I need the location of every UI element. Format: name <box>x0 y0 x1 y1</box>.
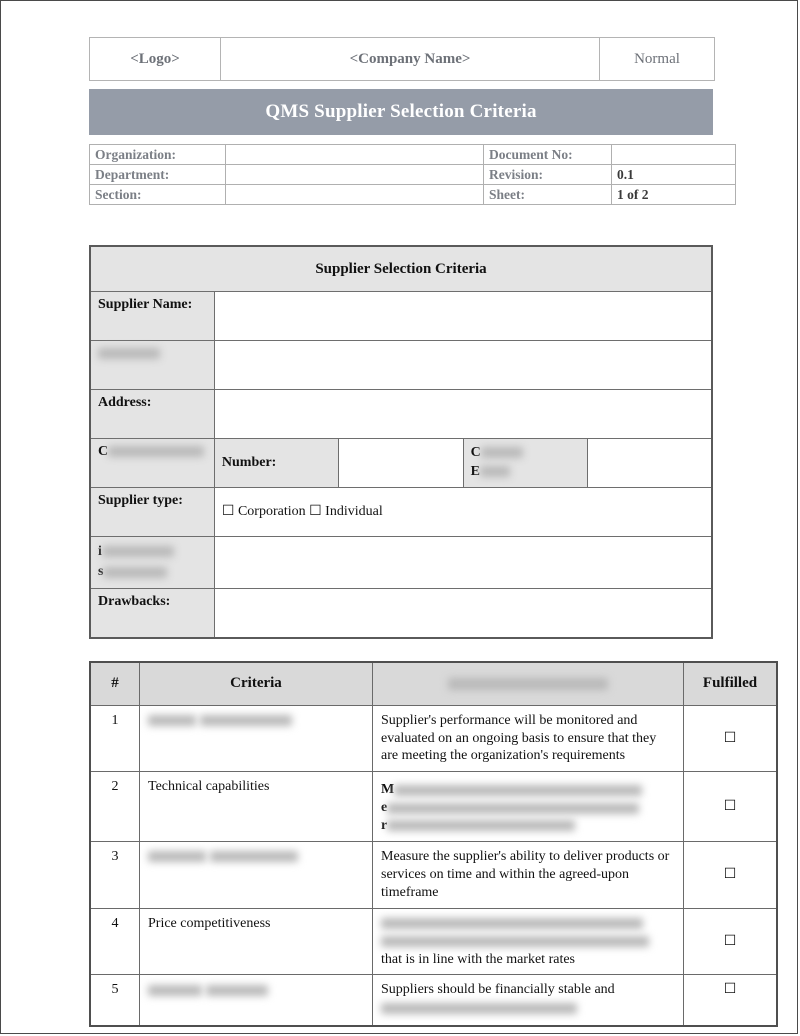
info-label-revision: Revision: <box>484 165 612 185</box>
checkbox-corporation[interactable]: ☐ <box>221 503 235 519</box>
table-row-supplier-type <box>90 488 712 537</box>
table-row <box>90 908 777 975</box>
criteria-row-description-partial <box>373 975 684 1027</box>
criteria-row-description <box>373 842 684 909</box>
table-row <box>90 537 712 589</box>
redacted-text-block <box>148 851 206 862</box>
redacted-visible-prefix-line1: C <box>470 445 481 460</box>
redacted-text-block <box>108 446 204 457</box>
redacted-visible-prefix-line1: i <box>98 544 102 559</box>
redacted-text-block <box>448 678 608 690</box>
field-label-supplier-type: Supplier type: <box>90 488 214 537</box>
redacted-text-block <box>206 985 268 996</box>
table-row <box>90 145 736 165</box>
page-header-row <box>90 38 715 81</box>
redacted-visible-prefix-line2: s <box>98 564 104 580</box>
company-name-placeholder: <Company Name> <box>221 38 600 81</box>
redacted-text-block <box>481 447 523 458</box>
redacted-text-block <box>381 918 643 929</box>
criteria-row-description-redacted <box>373 772 684 842</box>
criteria-row-name: Price competitiveness <box>140 908 373 975</box>
description-line: Measure the supplier's ability to deliver <box>381 849 603 865</box>
redacted-text-block <box>387 803 639 814</box>
page-header-table <box>89 37 715 81</box>
field-label-contact-email-redacted <box>463 439 587 488</box>
criteria-table-head <box>90 662 777 706</box>
document-title-banner: QMS Supplier Selection Criteria <box>89 89 713 135</box>
info-label-sheet: Sheet: <box>484 185 612 205</box>
criteria-row-description <box>373 705 684 772</box>
redacted-text-block <box>387 820 575 831</box>
criteria-row-number: 5 <box>90 975 140 1027</box>
criteria-row-name-redacted <box>140 705 373 772</box>
checkbox-fulfilled[interactable]: ☐ <box>723 797 737 814</box>
redacted-text-block <box>200 715 292 726</box>
info-value-document-no[interactable] <box>612 145 736 165</box>
info-value-revision[interactable]: 0.1 <box>612 165 736 185</box>
supplier-type-options <box>214 488 712 537</box>
checkbox-fulfilled[interactable]: ☐ <box>723 932 737 949</box>
redacted-text-block <box>102 546 174 557</box>
field-label-drawbacks: Drawbacks: <box>90 588 214 638</box>
field-label-supplier-name: Supplier Name: <box>90 292 214 341</box>
description-line: requirements <box>551 748 626 764</box>
criteria-row-number: 1 <box>90 705 140 772</box>
info-value-sheet[interactable]: 1 of 2 <box>612 185 736 205</box>
checkbox-fulfilled[interactable]: ☐ <box>723 865 737 882</box>
redacted-visible-prefix: M <box>381 782 395 798</box>
field-label-benefits-redacted <box>90 537 214 589</box>
redacted-text-block <box>98 348 160 359</box>
table-row <box>90 390 712 439</box>
criteria-row-fulfilled-cell <box>684 772 778 842</box>
table-row <box>90 588 712 638</box>
description-line: that is in line with the market rates <box>381 951 576 967</box>
redacted-text-block <box>210 851 298 862</box>
criteria-row-fulfilled-cell <box>684 908 778 975</box>
criteria-row-name-redacted <box>140 975 373 1027</box>
table-row <box>90 341 712 390</box>
checkbox-label-corporation: Corporation <box>237 504 306 519</box>
criteria-table <box>89 661 778 1028</box>
info-value-department[interactable] <box>226 165 484 185</box>
description-line: Supplier's performance will be monitored <box>381 712 614 728</box>
redacted-visible-prefix-line2: E <box>470 463 481 479</box>
logo-placeholder: <Logo> <box>90 38 221 81</box>
criteria-row-name: Technical capabilities <box>140 772 373 842</box>
field-label-contact-redacted <box>90 439 214 488</box>
document-info-table <box>89 144 736 205</box>
checkbox-label-individual: Individual <box>325 504 383 519</box>
criteria-row-fulfilled-cell <box>684 705 778 772</box>
redacted-text-block <box>381 1003 577 1014</box>
criteria-table-body <box>90 705 777 1026</box>
field-label-address: Address: <box>90 390 214 439</box>
table-row <box>90 185 736 205</box>
table-row <box>90 292 712 341</box>
field-label-redacted-1 <box>90 341 214 390</box>
criteria-row-description-partial <box>373 908 684 975</box>
supplier-form-table <box>89 245 713 639</box>
description-line: and evaluated on an ongoing basis to ensure <box>381 712 638 746</box>
criteria-row-name-redacted <box>140 842 373 909</box>
field-input-benefits[interactable] <box>214 537 712 589</box>
field-label-number: Number: <box>214 439 338 488</box>
field-input-drawbacks[interactable] <box>214 588 712 638</box>
criteria-row-number: 2 <box>90 772 140 842</box>
description-line: agreed-upon timeframe <box>381 866 630 900</box>
field-input-contact-email[interactable] <box>588 439 712 488</box>
info-value-organization[interactable] <box>226 145 484 165</box>
description-line: products or services on time and within the <box>381 849 670 882</box>
field-input-address[interactable] <box>214 390 712 439</box>
column-header-number: # <box>90 662 140 706</box>
table-row-contact <box>90 439 712 488</box>
criteria-row-number: 3 <box>90 842 140 909</box>
criteria-row-fulfilled-cell <box>684 842 778 909</box>
column-header-criteria: Criteria <box>140 662 373 706</box>
table-row <box>90 975 777 1027</box>
field-input-number[interactable] <box>339 439 463 488</box>
column-header-fulfilled: Fulfilled <box>684 662 778 706</box>
document-sheet <box>89 37 758 1027</box>
checkbox-individual[interactable]: ☐ <box>309 503 322 519</box>
info-label-department: Department: <box>90 165 226 185</box>
info-value-section[interactable] <box>226 185 484 205</box>
column-header-description-redacted <box>373 662 684 706</box>
checkbox-fulfilled[interactable]: ☐ <box>723 729 737 746</box>
description-line: Suppliers should be financially stable and <box>381 982 615 998</box>
criteria-row-number: 4 <box>90 908 140 975</box>
form-section-title: Supplier Selection Criteria <box>90 246 712 292</box>
redacted-visible-prefix: e <box>381 800 388 816</box>
checkbox-fulfilled[interactable]: ☐ <box>723 981 737 998</box>
field-input-supplier-name[interactable] <box>214 292 712 341</box>
info-label-section: Section: <box>90 185 226 205</box>
table-row <box>90 772 777 842</box>
table-header-row <box>90 662 777 706</box>
redacted-visible-prefix: C <box>98 444 109 459</box>
info-label-document-no: Document No: <box>484 145 612 165</box>
redacted-text-block <box>148 985 202 996</box>
redacted-text-block <box>480 466 510 477</box>
description-line: that they are meeting the organization's <box>381 730 657 764</box>
table-row <box>90 246 712 292</box>
redacted-text-block <box>103 567 167 578</box>
redacted-text-block <box>394 785 642 796</box>
criteria-row-fulfilled-cell <box>684 975 778 1027</box>
table-row <box>90 842 777 909</box>
redacted-text-block <box>148 715 196 726</box>
redacted-text-block <box>381 936 649 947</box>
table-row <box>90 705 777 772</box>
table-row <box>90 165 736 185</box>
info-label-organization: Organization: <box>90 145 226 165</box>
redacted-visible-prefix: r <box>381 818 388 834</box>
document-status: Normal <box>600 38 715 81</box>
field-input-redacted-1[interactable] <box>214 341 712 390</box>
